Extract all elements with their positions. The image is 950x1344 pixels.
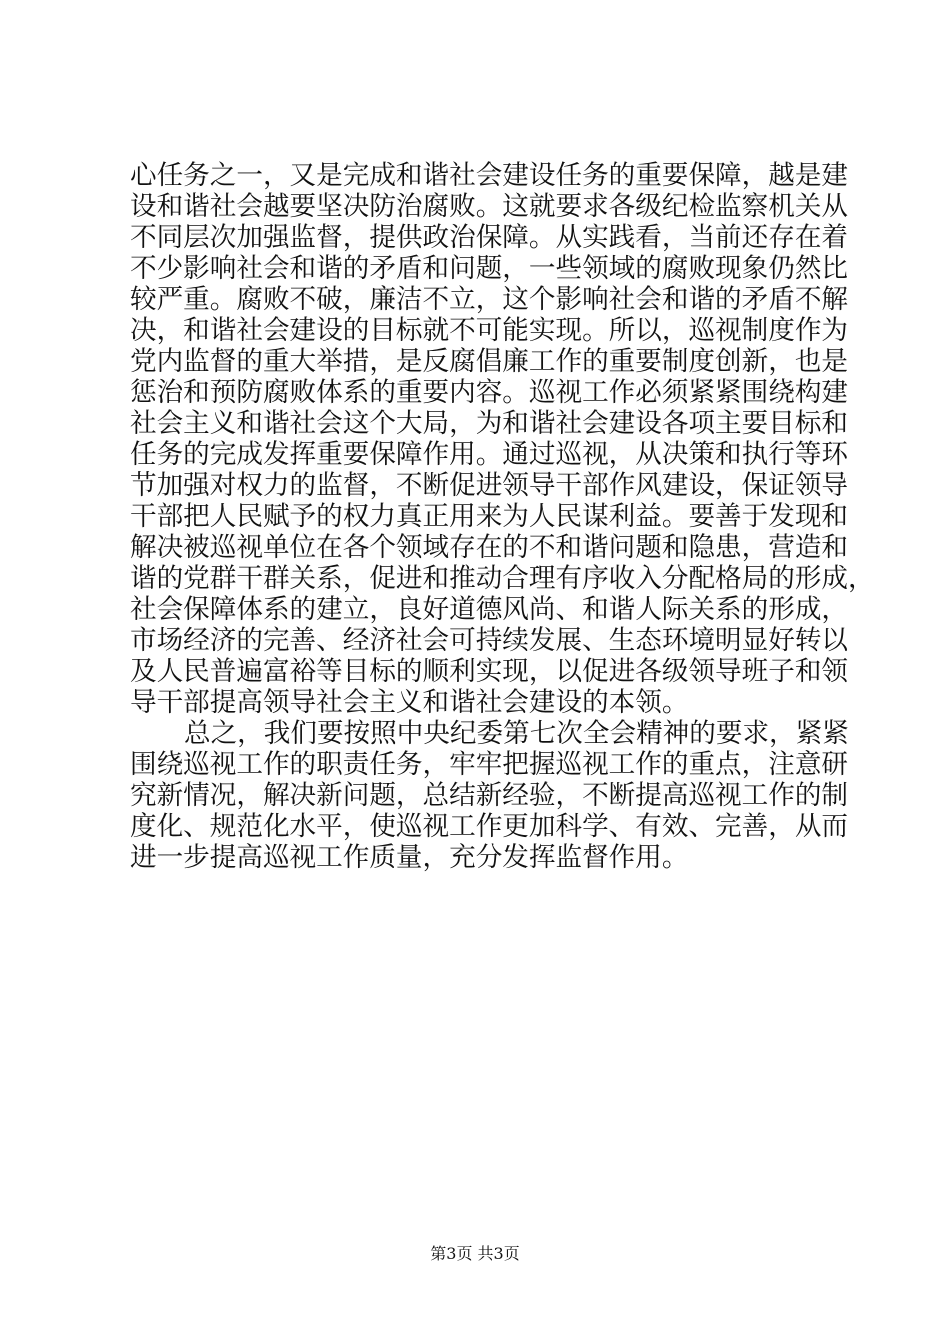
text-line: 心任务之一，又是完成和谐社会建设任务的重要保障，越是建: [130, 160, 849, 191]
text-line: 社会主义和谐社会这个大局，为和谐社会建设各项主要目标和: [130, 408, 849, 439]
page-number-label: 第3页 共3页: [430, 1244, 520, 1263]
text-line: 惩治和预防腐败体系的重要内容。巡视工作必须紧紧围绕构建: [130, 377, 849, 408]
text-line: 节加强对权力的监督，不断促进领导干部作风建设，保证领导: [130, 470, 849, 501]
text-line: 及人民普遍富裕等目标的顺利实现，以促进各级领导班子和领: [130, 656, 849, 687]
text-line: 设和谐社会越要坚决防治腐败。这就要求各级纪检监察机关从: [130, 191, 849, 222]
text-line: 不同层次加强监督，提供政治保障。从实践看，当前还存在着: [130, 222, 849, 253]
paragraph-1: [130, 160, 875, 718]
text-line: 究新情况，解决新问题，总结新经验，不断提高巡视工作的制: [130, 780, 849, 811]
text-line: 市场经济的完善、经济社会可持续发展、生态环境明显好转以: [130, 625, 849, 656]
text-line: 围绕巡视工作的职责任务，牢牢把握巡视工作的重点，注意研: [130, 749, 849, 780]
text-line: 解决被巡视单位在各个领域存在的不和谐问题和隐患，营造和: [130, 532, 849, 563]
text-line: 进一步提高巡视工作质量，充分发挥监督作用。: [130, 842, 689, 873]
text-line: 谐的党群干群关系，促进和推动合理有序收入分配格局的形成，: [130, 563, 875, 594]
text-line: 较严重。腐败不破，廉洁不立，这个影响社会和谐的矛盾不解: [130, 284, 849, 315]
text-line: 决，和谐社会建设的目标就不可能实现。所以，巡视制度作为: [130, 315, 849, 346]
text-line: 任务的完成发挥重要保障作用。通过巡视，从决策和执行等环: [130, 439, 849, 470]
body-text: [130, 160, 875, 873]
text-line: 度化、规范化水平，使巡视工作更加科学、有效、完善，从而: [130, 811, 849, 842]
text-line: 干部把人民赋予的权力真正用来为人民谋利益。要善于发现和: [130, 501, 849, 532]
text-line: 不少影响社会和谐的矛盾和问题，一些领域的腐败现象仍然比: [130, 253, 849, 284]
paragraph-2: [130, 718, 849, 873]
text-line: 导干部提高领导社会主义和谐社会建设的本领。: [130, 687, 689, 718]
text-line: 总之，我们要按照中央纪委第七次全会精神的要求，紧紧: [184, 718, 849, 749]
text-line: 社会保障体系的建立，良好道德风尚、和谐人际关系的形成，: [130, 594, 849, 625]
page-footer: [0, 1244, 950, 1264]
text-line: 党内监督的重大举措，是反腐倡廉工作的重要制度创新，也是: [130, 346, 849, 377]
